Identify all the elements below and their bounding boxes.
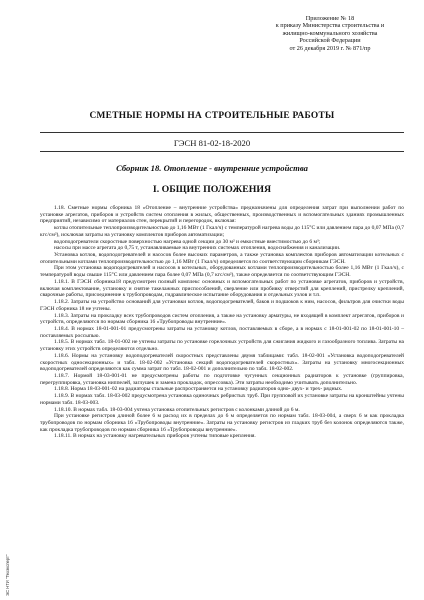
appendix-line: Российской Федерации xyxy=(299,37,361,45)
paragraph: Установка котлов, водоподогревателей и насосов более высоких параметров, а также установка комплектов приборов автоматизации котельных с отопительными котлами теплопроизводительностью до 1,16 МВт (1 Гкал/ч) определяется по соответствующим сборникам ГЭСН. xyxy=(40,252,404,265)
paragraph: котлы отопительные теплопроизводительностью до 1,16 МВт (1 Гкал/ч) с температурой нагрева воды до 115°С или давлением пара до 0,07 МПа (0,7 кгс/см²), исключая затраты на установку комплектов приборов автоматизации; xyxy=(40,225,404,238)
paragraph: 1.18.10. В нормах табл. 18-03-004 учтена установка отопительных регистров с колонками длиной до 6 м. xyxy=(54,406,300,413)
section-heading: I. ОБЩИЕ ПОЛОЖЕНИЯ xyxy=(152,184,272,195)
appendix-line: от 26 декабря 2019 г. № 871/пр xyxy=(289,44,371,52)
paragraph: При установке регистров длиной более 6 м расход их в пределах до 6 м определяется по нормам табл. 18-03-004, а сверх 6 м как прокладка трубопроводов по нормам сборника 16 «Трубопроводы внутренние». Затраты на установку регистров из гладких труб без колонок определяются также, как прокладка трубопроводов по нормам сборника 16 «Трубопроводы внутренние». xyxy=(40,413,404,433)
paragraph: водоподогреватели скоростные поверхностью нагрева одной секции до 30 м² и емкостные вместимостью до 6 м³; xyxy=(54,238,321,245)
paragraph: 1.18.7. Нормой 18-03-001-01 не предусмотрены работы по подготовке чугунных секционных радиаторов к установке (группировка, перегруппировка, установка ниппелей, заглушек и замена прокладок, опрессовка). Эти затраты необходимо учитывать дополнительно. xyxy=(40,372,404,386)
paragraph: 1.18. Сметные нормы сборника 18 «Отопление – внутренние устройства» предназначены для определения затрат при выполнении работ по установке агрегатов, приборов и устройств систем отопления в жилых, общественных, производственных и вспомогательных зданиях промышленных предприятий, независимо от материалов стен, перекрытий и перегородок, включая: xyxy=(40,205,404,225)
paragraph: 1.18.6. Нормы на установку водоподогревателей скоростных представлены двумя таблицами: табл. 18-02-001 «Установка водоподогревателей скоростных односекционных» и табл. 18-02-002 «Установка секций водоподогревателей скоростных». Затраты на установку многосекционных водоподогревателей определяются как сумма затрат по табл. 18-02-001 и дополнительно по табл. 18-02-002. xyxy=(40,352,404,373)
document-code: ГЭСН 81-02-18-2020 xyxy=(173,138,251,148)
paragraph: 1.18.3. Затраты на прокладку всех трубопроводов систем отопления, а также на установку арматуры, не входящей в комплект агрегатов, приборов и устройств, определяются по нормам сборника 16 «Трубопроводы внутренние». xyxy=(40,312,404,326)
divider-top xyxy=(40,132,404,133)
appendix-line: жилищно-коммунального хозяйства xyxy=(282,29,378,37)
appendix-line: к приказу Министерства строительства и xyxy=(275,22,385,30)
appendix-line: Приложение № 18 xyxy=(305,15,355,22)
paragraph: 1.18.8. Норма 18-03-001-02 на радиаторы стальные распространяется на установку радиаторов одно- двух- и трех- рядных. xyxy=(54,386,343,393)
collection-title: Сборник 18. Отопление - внутренние устройства xyxy=(116,163,308,173)
document-title: СМЕТНЫЕ НОРМЫ НА СТРОИТЕЛЬНЫЕ РАБОТЫ xyxy=(89,111,335,121)
paragraph: 1.18.11. В нормах на установку нагревательных приборов учтены типовые крепления. xyxy=(54,433,256,440)
divider-bottom xyxy=(40,151,404,152)
paragraph: 1.18.9. В нормах табл. 18-03-002 предусмотрена установка одиночных ребристых труб. При групповой их установке затраты на кронштейны учтены нормами табл. 18-03-003. xyxy=(40,393,404,406)
paragraph: При этом установка водоподогревателей и насосов в котельных, оборудованных котлами теплопроизводительностью более 1,16 МВт (1 Гкал/ч), с температурой воды свыше 115°С или давлением пара более 0,07 МПа (0,7 кгс/см²), также определяется по соответствующим ГЭСН. xyxy=(40,265,404,279)
side-watermark-note: ЭС НТИ "Техэксперт" xyxy=(5,554,10,596)
appendix-reference xyxy=(255,15,405,52)
paragraph: 1.18.4. В нормах 18-01-001-01 предусмотрены затраты на установку котлов, поставляемых в сборе, а в нормах с 18-01-001-02 по 18-01-001-10 – поставляемых россыпью. xyxy=(40,325,404,339)
body-text xyxy=(40,205,404,440)
paragraph: 1.18.2. Затраты на устройство оснований для установки котлов, водоподогревателей, баков и подшоков к ним, насосов, фильтров для очистки воды ГЭСН сборника 18 не учтены. xyxy=(40,299,404,312)
paragraph: насосы при массе агрегата до 0,75 т, устанавливаемые на внутренних системах отопления, водоснабжения и канализации. xyxy=(54,245,341,252)
paragraph: 1.18.1. В ГЭСН сборника18 предусмотрен полный комплекс основных и вспомогательных работ по установке агрегатов, приборов и устройств, включая комплектование, установку и снятие такелажных приспособлений, сверление или пробивку отверстий для креплений, пристрелку креплений, сварочные работы, присоединение к трубопроводам, гидравлическое испытание оборудования и отдельных узлов и т.п. xyxy=(40,278,404,299)
paragraph: 1.18.5. В нормах табл. 18-01-002 не учтены затраты по установке горелочных устройств для сжигания жидкого и газообразного топлива. Затраты на установку этих устройств определяются отдельно. xyxy=(40,339,404,353)
